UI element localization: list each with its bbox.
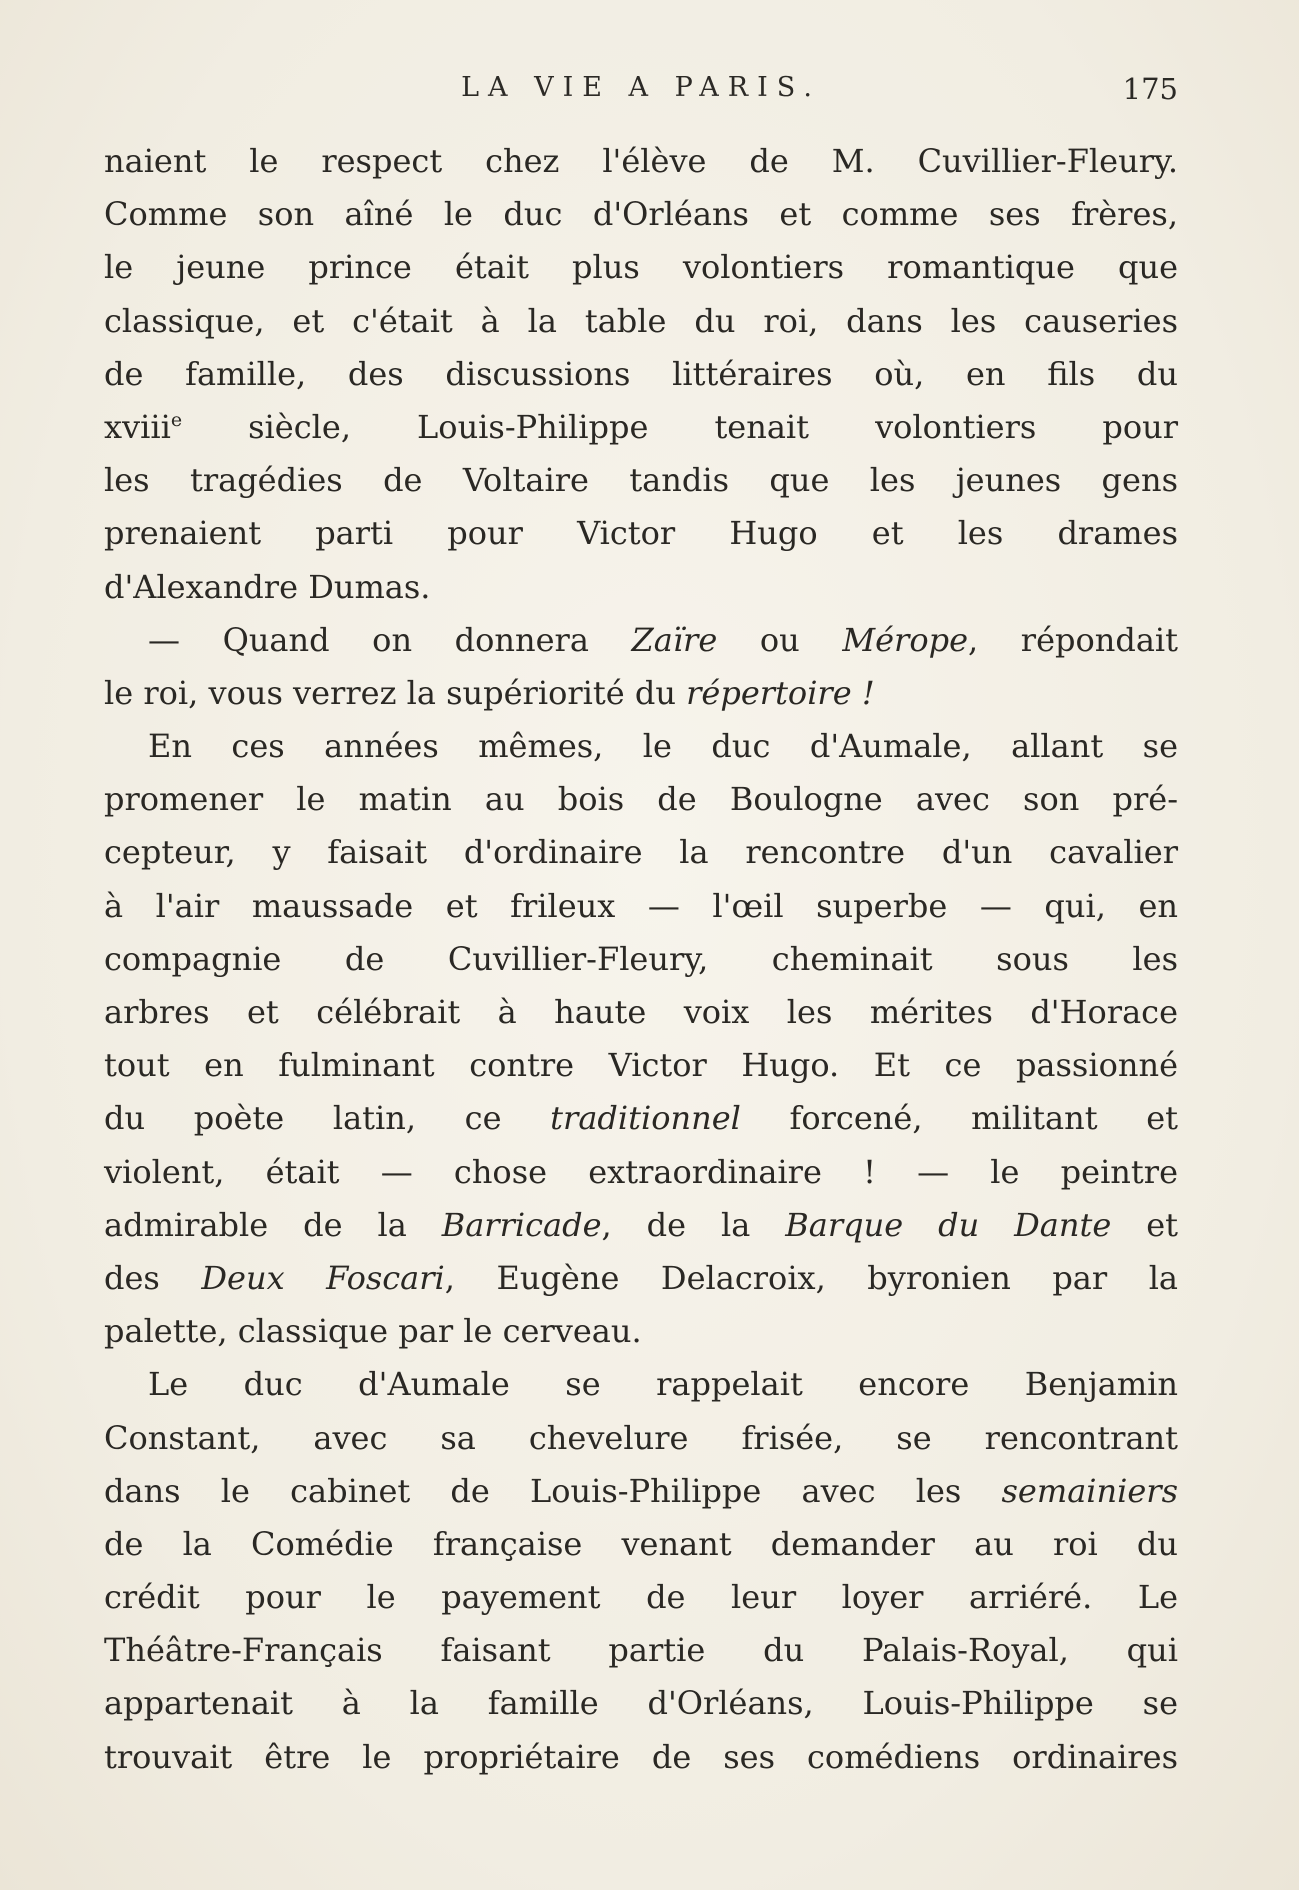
superscript: e [170,408,183,431]
italic-word: semainiers [1001,1471,1178,1510]
text-line [104,401,1178,454]
line-text: , répondait [968,620,1179,659]
text-line: naient le respect chez l'élève de M. Cuvillier-Fleury. [104,142,1178,180]
century-numeral: xviii [104,407,171,446]
text-line: cepteur, y faisait d'ordinaire la rencontre d'un cavalier [104,833,1178,872]
text-line: à l'air maussade et frileux — l'œil superbe — qui, en [104,886,1178,925]
text-line [104,1465,1178,1518]
text-line: compagnie de Cuvillier-Fleury, cheminait sous les [104,939,1178,978]
line-text: le roi, vous verrez la supériorité du [104,673,687,712]
text-line: crédit pour le payement de leur loyer arriéré. Le [104,1578,1178,1617]
text-line: Comme son aîné le duc d'Orléans et comme ses frères, [104,195,1178,234]
text-line: Constant, avec sa chevelure frisée, se rencontrant [104,1418,1178,1457]
text-line: En ces années mêmes, le duc d'Aumale, allant se [148,727,1178,766]
line-text: du poète latin, ce [104,1099,551,1138]
text-line: promener le matin au bois de Boulogne avec son pré- [104,780,1178,819]
text-line: prenaient parti pour Victor Hugo et les drames [104,514,1178,553]
text-line: Théâtre-Français faisant partie du Palais-Royal, qui [104,1631,1178,1670]
line-text: siècle, Louis-Philippe tenait volontiers pour [182,407,1178,446]
text-line [104,667,1178,720]
italic-title: Barque du Dante [785,1205,1112,1244]
text-line: le jeune prince était plus volontiers romantique que [104,248,1178,287]
italic-title: Mérope [842,620,969,659]
text-line [104,614,1178,667]
body-text [104,135,1178,1784]
italic-title: Barricade [441,1205,602,1244]
line-text: — Quand on donnera [148,620,632,659]
line-text: des [104,1258,202,1297]
line-text: , de la [601,1205,786,1244]
line-text: dans le cabinet de Louis-Philippe avec les [104,1471,1002,1510]
text-line: les tragédies de Voltaire tandis que les jeunes gens [104,461,1178,500]
line-text: et [1111,1205,1179,1244]
text-line: trouvait être le propriétaire de ses comédiens ordinaires [104,1737,1178,1776]
text-line: de famille, des discussions littéraires où, en fils du [104,354,1178,393]
page-number: 175 [1122,72,1178,106]
text-line: classique, et c'était à la table du roi, dans les causeries [104,301,1178,340]
line-text: forcené, militant et [740,1099,1179,1138]
text-line: palette, classique par le cerveau. [104,1312,642,1351]
text-line: de la Comédie française venant demander au roi du [104,1524,1178,1563]
running-title: LA VIE A PARIS. [461,72,821,103]
line-text: , Eugène Delacroix, byronien par la [444,1258,1179,1297]
text-line [104,1199,1178,1252]
italic-word: traditionnel [550,1099,741,1138]
line-text: admirable de la [104,1205,442,1244]
text-line: tout en fulminant contre Victor Hugo. Et ce passionné [104,1046,1178,1085]
running-head [104,72,1178,112]
italic-word: répertoire ! [686,673,875,712]
text-line: violent, était — chose extraordinaire ! — le peintre [104,1152,1178,1191]
italic-title: Zaïre [631,620,718,659]
text-line: Le duc d'Aumale se rappelait encore Benjamin [148,1365,1178,1404]
text-line: d'Alexandre Dumas. [104,567,431,606]
text-line [104,1252,1178,1305]
italic-title: Deux Foscari [201,1258,445,1297]
text-line: appartenait à la famille d'Orléans, Louis-Philippe se [104,1684,1178,1723]
text-line: arbres et célébrait à haute voix les mérites d'Horace [104,993,1178,1031]
line-text: ou [717,620,843,659]
text-line [104,1092,1178,1145]
